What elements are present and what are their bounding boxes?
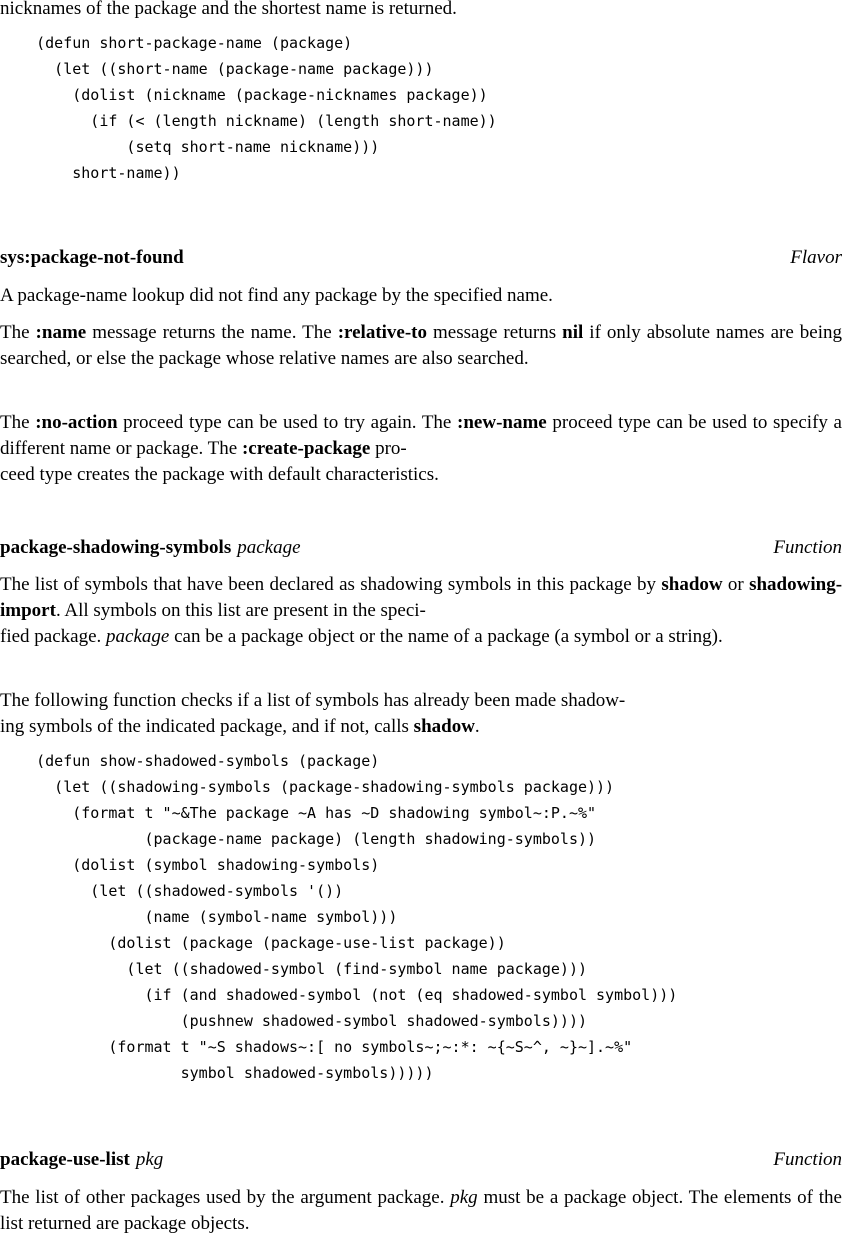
keyword: :name (35, 322, 87, 343)
keyword: :no-action (35, 412, 118, 433)
keyword: :new-name (457, 412, 547, 433)
entry-arg: pkg (135, 1149, 164, 1170)
entry-type: Flavor (790, 247, 842, 268)
code-line: (format t "~&The package ~A has ~D shadowing symbol~:P.~%" (0, 804, 597, 822)
keyword: :create-package (241, 438, 371, 459)
entry-arg: package (237, 537, 301, 558)
entry-type: Function (773, 1149, 842, 1170)
code-line: (defun short-package-name (package) (0, 34, 353, 52)
code-show-shadowed-symbols (0, 748, 677, 1086)
code-line: (dolist (package (package-use-list package)) (0, 934, 506, 952)
paragraph: The following function checks if a list of symbols has already been made shadow- ing symbols of the indicated package, and if not, calls shadow. (0, 690, 626, 737)
paragraph: The :no-action proceed type can be used to try again. The :new-name proceed type can be used to specify a different name or package. The :create-package pro- ceed type creates the package with default characteristics. (0, 412, 842, 485)
entry-name: package-use-list (0, 1149, 130, 1170)
code-line: (pushnew shadowed-symbol shadowed-symbols)))) (0, 1012, 587, 1030)
code-line: (let ((shadowed-symbol (find-symbol name package))) (0, 960, 587, 978)
code-line: (if (< (length nickname) (length short-name)) (0, 112, 497, 130)
code-line: (let ((shadowed-symbols '()) (0, 882, 344, 900)
code-line: (format t "~S shadows~:[ no symbols~;~:*: ~{~S~^, ~}~].~%" (0, 1038, 633, 1056)
entry-name: package-shadowing-symbols (0, 537, 232, 558)
entry-type: Function (773, 537, 842, 558)
keyword: nil (562, 322, 584, 343)
code-line: (setq short-name nickname))) (0, 138, 380, 156)
code-line: (let ((short-name (package-name package))) (0, 60, 434, 78)
argument: pkg (450, 1187, 478, 1208)
code-line: short-name)) (0, 164, 181, 182)
entry-heading-package-use-list (0, 1147, 842, 1173)
paragraph: The list of other packages used by the argument package. pkg must be a package object. The elements of the list returned are package objects. (0, 1187, 842, 1234)
code-line: (if (and shadowed-symbol (not (eq shadowed-symbol symbol))) (0, 986, 678, 1004)
keyword: :relative-to (337, 322, 428, 343)
code-line: (dolist (nickname (package-nicknames package)) (0, 86, 488, 104)
entry-name: sys:package-not-found (0, 247, 184, 268)
entry-heading-package-shadowing-symbols (0, 535, 842, 561)
paragraph: The :name message returns the name. The :relative-to message returns nil if only absolute names are being searched, or else the package whose relative names are also searched. (0, 322, 842, 369)
code-line: (dolist (symbol shadowing-symbols) (0, 856, 380, 874)
entry-heading-package-not-found (0, 245, 842, 271)
keyword: shadow (661, 574, 723, 595)
code-line: (package-name package) (length shadowing-symbols)) (0, 830, 597, 848)
paragraph: A package-name lookup did not find any package by the specified name. (0, 285, 553, 306)
intro-text: nicknames of the package and the shortest name is returned. (0, 0, 457, 19)
code-line: (defun show-shadowed-symbols (package) (0, 752, 380, 770)
code-line: symbol shadowed-symbols))))) (0, 1064, 434, 1082)
code-line: (let ((shadowing-symbols (package-shadowing-symbols package))) (0, 778, 615, 796)
paragraph: The list of symbols that have been declared as shadowing symbols in this package by shadow or shadowing-import. All symbols on this list are present in the speci- fied package. package can be a package object or the name of a package (a symbol or a string). (0, 574, 842, 647)
code-short-package-name (0, 30, 497, 186)
code-line: (name (symbol-name symbol))) (0, 908, 398, 926)
argument: package (106, 626, 170, 647)
keyword: shadow (413, 716, 475, 737)
keyword: shadowing-import (0, 574, 842, 621)
